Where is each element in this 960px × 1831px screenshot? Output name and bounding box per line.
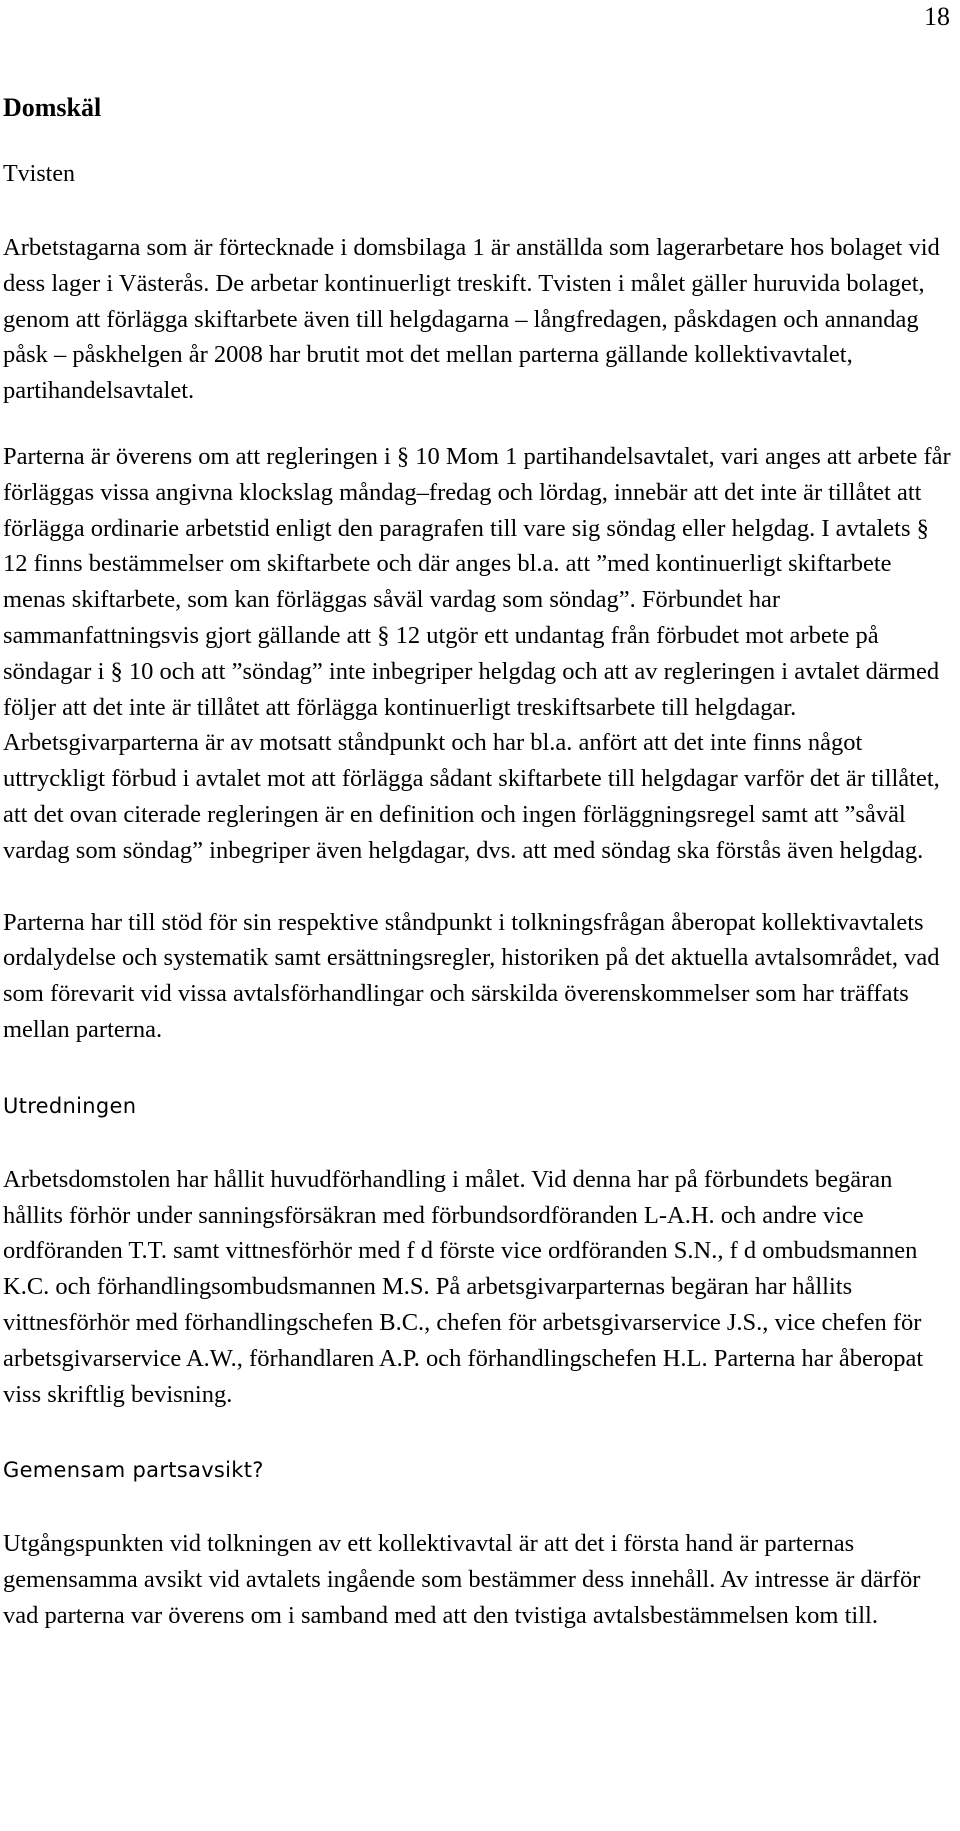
paragraph: Parterna har till stöd för sin respektive ståndpunkt i tolkningsfrågan åberopat kollektivavtalets ordalydelse och systematik samt ersättningsregler, historiken på det aktuella avtalsområdet, vad som förevarit vid vissa avtalsförhandlingar och särskilda överenskommelser som har träffats mellan parterna.: [3, 908, 940, 1043]
section-title-tvisten: Tvisten: [3, 161, 75, 187]
section-title-gemensam-partsavsikt: Gemensam partsavsikt?: [3, 1458, 264, 1483]
page-number: 18: [924, 2, 950, 31]
section-tvisten: [3, 152, 953, 1048]
paragraph: Parterna är överens om att regleringen i § 10 Mom 1 partihandelsavtalet, vari anges att arbete får förläggas vissa angivna klockslag måndag–fredag och lördag, innebär att det inte är tillåtet att förlägga ordinarie arbetstid enligt den paragrafen till vare sig söndag eller helgdag. I avtalets § 12 finns bestämmelser om skiftarbete och där anges bl.a. att ”med kontinuerligt skiftarbete menas skiftarbete, som kan förläggas såväl vardag som söndag”. Förbundet har sammanfattningsvis gjort gällande att § 12 utgör ett undantag från förbudet mot arbete på söndagar i § 10 och att ”söndag” inte inbegriper helgdag och att av regleringen i avtalet därmed följer att det inte är tillåtet att förlägga kontinuerligt treskiftsarbete till helgdagar. Arbetsgivarparterna är av motsatt ståndpunkt och har bl.a. anfört att det inte finns något uttryckligt förbud i avtalet mot att förlägga sådant skiftarbete till helgdagar varför det är tillåtet, att det ovan citerade regleringen är en definition och ingen förläggningsregel samt att ”såväl vardag som söndag” inbegriper även helgdagar, dvs. att med söndag ska förstås även helgdag.: [3, 442, 951, 864]
section-gemensam-partsavsikt: [3, 1448, 953, 1633]
paragraph: Arbetsdomstolen har hållit huvudförhandling i målet. Vid denna har på förbundets begäran hållits förhör under sanningsförsäkran med förbundsordföranden L-A.H. och andre vice ordföranden T.T. samt vittnesförhör med f d förste vice ordföranden S.N., f d ombudsmannen K.C. och förhandlingsombudsmannen M.S. På arbetsgivarparternas begäran har hållits vittnesförhör med förhandlingschefen B.C., chefen för arbetsgivarservice J.S., vice chefen för arbetsgivarservice A.W., förhandlaren A.P. och förhandlingschefen H.L. Parterna har åberopat viss skriftlig bevisning.: [3, 1165, 924, 1408]
section-title-utredningen: Utredningen: [3, 1093, 137, 1118]
paragraph: Arbetstagarna som är förtecknade i domsbilaga 1 är anställda som lagerarbetare hos bolaget vid dess lager i Västerås. De arbetar kontinuerligt treskift. Tvisten i målet gäller huruvida bolaget, genom att förlägga skiftarbete även till helgdagarna – långfredagen, påskdagen och annandag påsk – påskhelgen år 2008 har brutit mot det mellan parterna gällande kollektivavtalet, partihandelsavtalet.: [3, 234, 940, 405]
document-body: [3, 86, 953, 1670]
paragraph: Utgångspunkten vid tolkningen av ett kollektivavtal är att det i första hand är parternas gemensamma avsikt vid avtalets ingående som bestämmer dess innehåll. Av intresse är därför vad parterna var överens om i samband med att den tvistiga avtalsbestämmelsen kom till.: [3, 1530, 921, 1629]
section-utredningen: [3, 1084, 953, 1413]
main-heading: Domskäl: [3, 93, 102, 122]
